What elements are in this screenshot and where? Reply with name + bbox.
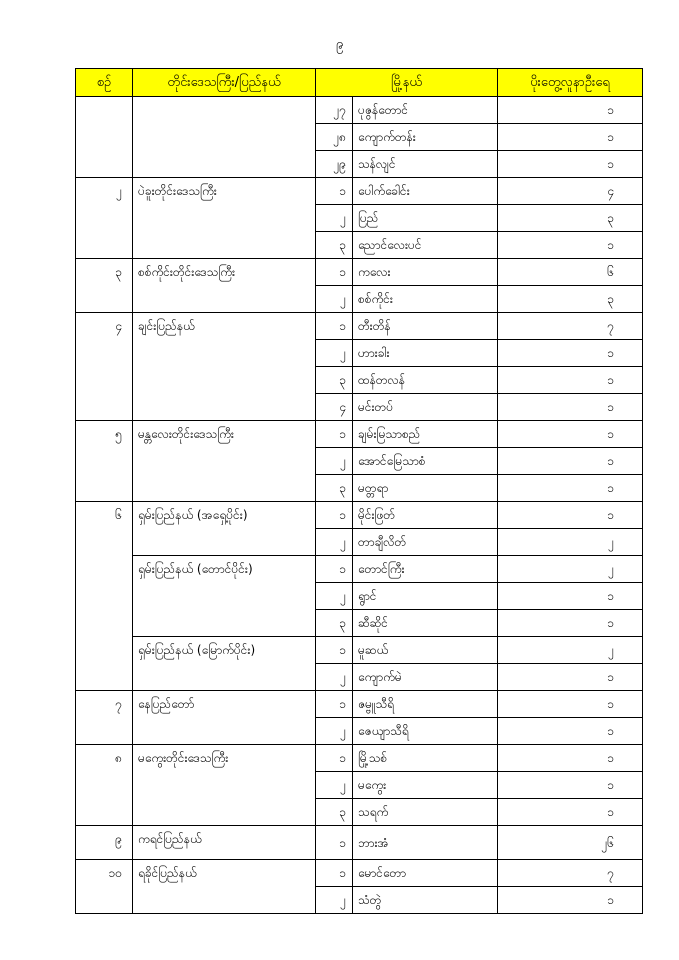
cell-township: ဆီဆိုင်: [353, 610, 498, 637]
cell-case-count: ၆: [498, 259, 643, 286]
cell-serial-no: ၁၀: [76, 860, 133, 914]
table-row: [76, 860, 643, 887]
cell-township: မကွေး: [353, 772, 498, 799]
cell-township: သရက်: [353, 799, 498, 826]
cell-case-count: ၇: [498, 313, 643, 340]
cell-township-index: ၁: [316, 421, 353, 448]
cell-case-count: ၂၆: [498, 826, 643, 860]
cell-township: သံတွဲ: [353, 887, 498, 914]
cell-township-index: ၂၇: [316, 97, 353, 124]
cell-township: ပြည်: [353, 205, 498, 232]
cell-case-count: ၁: [498, 691, 643, 718]
cell-serial-no: ၅: [76, 421, 133, 502]
cell-township: ချမ်းမြသာစည်: [353, 421, 498, 448]
cell-township: အောင်မြေသာစံ: [353, 448, 498, 475]
table-body: [76, 97, 643, 914]
cell-township-index: ၃: [316, 475, 353, 502]
cell-case-count: ၁: [498, 887, 643, 914]
cell-region: စစ်ကိုင်းတိုင်းဒေသကြီး: [133, 259, 316, 313]
table-row: [76, 313, 643, 340]
cell-region: [133, 97, 316, 178]
cell-township: ထန်တလန်: [353, 367, 498, 394]
cell-region: ရှမ်းပြည်နယ် (တောင်ပိုင်း): [133, 556, 316, 637]
cell-case-count: ၁: [498, 367, 643, 394]
cell-region: ကရင်ပြည်နယ်: [133, 826, 316, 860]
cell-township: ဘားအံ: [353, 826, 498, 860]
cell-township-index: ၂: [316, 772, 353, 799]
table-row: [76, 637, 643, 664]
cell-case-count: ၁: [498, 124, 643, 151]
cell-township-index: ၂: [316, 529, 353, 556]
table-header-row: [76, 69, 643, 97]
cell-township-index: ၂၉: [316, 151, 353, 178]
cell-township-index: ၃: [316, 232, 353, 259]
cell-case-count: ၃: [498, 286, 643, 313]
header-region: တိုင်းဒေသကြီး/ပြည်နယ်: [133, 69, 316, 97]
cell-township: မောင်တော: [353, 860, 498, 887]
cell-township-index: ၁: [316, 259, 353, 286]
table-row: [76, 97, 643, 124]
cell-township: မူဆယ်: [353, 637, 498, 664]
cell-township: မင်းတပ်: [353, 394, 498, 421]
cell-case-count: ၃: [498, 205, 643, 232]
cell-case-count: ၁: [498, 448, 643, 475]
cell-township-index: ၄: [316, 394, 353, 421]
table-row: [76, 745, 643, 772]
cell-case-count: ၁: [498, 799, 643, 826]
cell-case-count: ၁: [498, 664, 643, 691]
cell-case-count: ၁: [498, 583, 643, 610]
cell-case-count: ၂: [498, 637, 643, 664]
cell-township-index: ၁: [316, 178, 353, 205]
cell-case-count: ၇: [498, 860, 643, 887]
cell-township-index: ၃: [316, 799, 353, 826]
cell-case-count: ၁: [498, 232, 643, 259]
cell-case-count: ၁: [498, 502, 643, 529]
cell-region: ချင်းပြည်နယ်: [133, 313, 316, 421]
table-row: [76, 691, 643, 718]
cell-township: မိုင်းဖြတ်: [353, 502, 498, 529]
table-row: [76, 502, 643, 529]
cell-serial-no: ၇: [76, 691, 133, 745]
cell-township-index: ၂: [316, 205, 353, 232]
cell-case-count: ၁: [498, 151, 643, 178]
cell-case-count: ၁: [498, 475, 643, 502]
cell-township-index: ၂: [316, 286, 353, 313]
cell-township-index: ၁: [316, 826, 353, 860]
cell-township: ဟားခါး: [353, 340, 498, 367]
cell-serial-no: ၃: [76, 259, 133, 313]
cell-case-count: ၂: [498, 556, 643, 583]
cell-township: တာချီလိတ်: [353, 529, 498, 556]
cell-township-index: ၂၈: [316, 124, 353, 151]
cell-township: တီးတိန်: [353, 313, 498, 340]
cell-township-index: ၁: [316, 313, 353, 340]
cell-region: ပဲခူးတိုင်းဒေသကြီး: [133, 178, 316, 259]
cell-case-count: ၂: [498, 529, 643, 556]
cell-serial-no: ၈: [76, 745, 133, 826]
cell-case-count: ၁: [498, 772, 643, 799]
table-row: [76, 826, 643, 860]
cell-township-index: ၂: [316, 448, 353, 475]
cell-township: ကျောက်မဲ: [353, 664, 498, 691]
cell-serial-no: ၄: [76, 313, 133, 421]
header-township: မြို့နယ်: [316, 69, 498, 97]
table-row: [76, 421, 643, 448]
cell-township-index: ၂: [316, 340, 353, 367]
cell-township-index: ၂: [316, 718, 353, 745]
header-count: ပိုးတွေ့လူနာဦးရေ: [498, 69, 643, 97]
cell-township: ဇေယျာသီရိ: [353, 718, 498, 745]
cell-township: ပေါက်ခေါင်း: [353, 178, 498, 205]
cell-township: တောင်ကြီး: [353, 556, 498, 583]
cell-region: မန္တလေးတိုင်းဒေသကြီး: [133, 421, 316, 502]
cell-region: ရှမ်းပြည်နယ် (မြောက်ပိုင်း): [133, 637, 316, 691]
cell-township: ဇမ္ဗူသီရိ: [353, 691, 498, 718]
table-row: [76, 556, 643, 583]
cell-serial-no: ၆: [76, 502, 133, 691]
cell-township-index: ၃: [316, 610, 353, 637]
cell-township: ပုဇွန်တောင်: [353, 97, 498, 124]
cell-serial-no: ၉: [76, 826, 133, 860]
header-no: စဉ်: [76, 69, 133, 97]
cell-case-count: ၁: [498, 718, 643, 745]
cell-township-index: ၁: [316, 637, 353, 664]
table-row: [76, 178, 643, 205]
cell-township: ကလေး: [353, 259, 498, 286]
cell-serial-no: [76, 97, 133, 178]
cell-township-index: ၁: [316, 556, 353, 583]
cell-case-count: ၁: [498, 394, 643, 421]
page-number: ၉: [335, 37, 344, 52]
covid-cases-table: [75, 68, 643, 914]
cell-township-index: ၁: [316, 502, 353, 529]
cell-township-index: ၃: [316, 367, 353, 394]
cell-case-count: ၁: [498, 97, 643, 124]
cell-township-index: ၂: [316, 887, 353, 914]
cell-township: မတ္တရာ: [353, 475, 498, 502]
cell-case-count: ၁: [498, 421, 643, 448]
cell-region: နေပြည်တော်: [133, 691, 316, 745]
cell-township-index: ၂: [316, 664, 353, 691]
cell-case-count: ၁: [498, 745, 643, 772]
cell-township: ကျောက်တန်း: [353, 124, 498, 151]
cell-township-index: ၁: [316, 691, 353, 718]
cell-case-count: ၄: [498, 178, 643, 205]
cell-township-index: ၁: [316, 860, 353, 887]
cell-township: ရွာင်: [353, 583, 498, 610]
table-row: [76, 259, 643, 286]
cell-township: သန်လျင်: [353, 151, 498, 178]
cell-serial-no: ၂: [76, 178, 133, 259]
cell-township: မြို့သစ်: [353, 745, 498, 772]
cell-case-count: ၁: [498, 340, 643, 367]
cell-township-index: ၁: [316, 745, 353, 772]
cell-region: ရခိုင်ပြည်နယ်: [133, 860, 316, 914]
cell-township: စစ်ကိုင်း: [353, 286, 498, 313]
cell-region: မကွေးတိုင်းဒေသကြီး: [133, 745, 316, 826]
cell-region: ရှမ်းပြည်နယ် (အရှေ့ပိုင်း): [133, 502, 316, 556]
cell-township-index: ၂: [316, 583, 353, 610]
cell-township: ညောင်လေးပင်: [353, 232, 498, 259]
cell-case-count: ၁: [498, 610, 643, 637]
